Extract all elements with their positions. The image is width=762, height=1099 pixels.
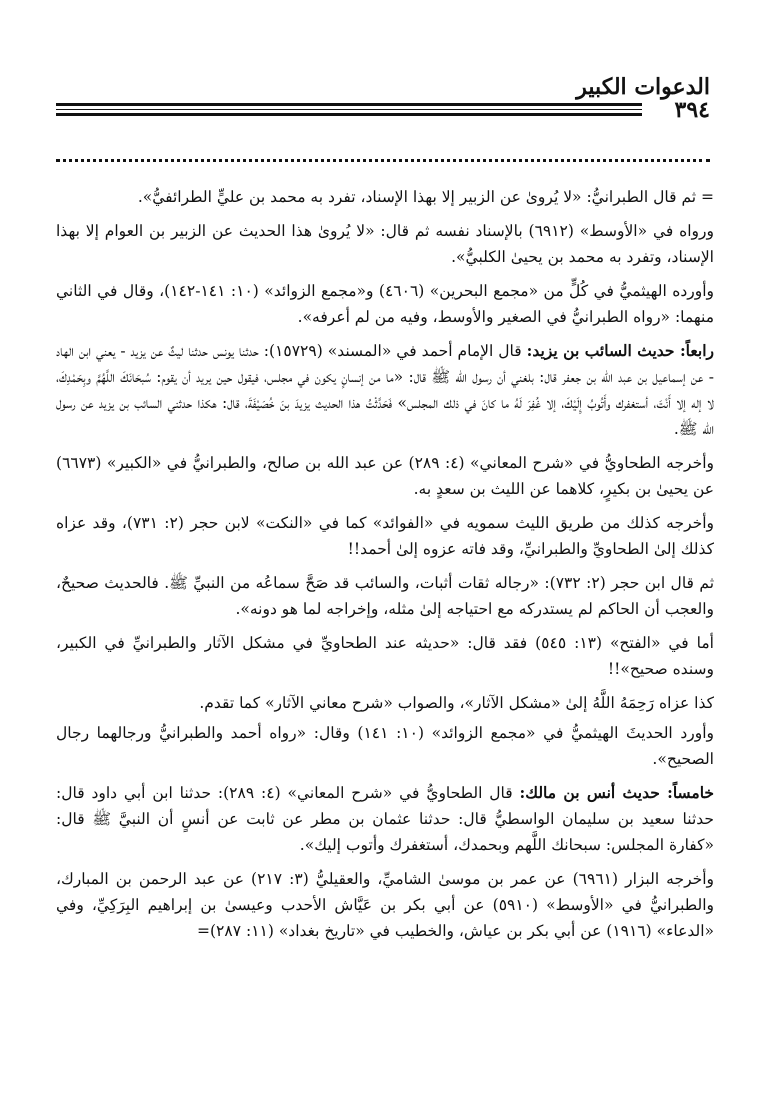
- dotted-separator: [56, 159, 710, 162]
- paragraph-3: [56, 278, 714, 330]
- paragraph-6: [56, 510, 714, 562]
- paragraph-text: ورواه في «الأوسط» (٦٩١٢) بالإسناد نفسه ثم قال: «لا يُروىٰ هذا الحديث عن الزبير بن العوام إلا بهذا الإسناد، وتفرد به محمد بن يحيىٰ الكلبيُّ».: [56, 222, 715, 266]
- paragraph-4: [56, 338, 714, 442]
- header-rule-thin: [56, 109, 642, 110]
- paragraph-text: وأورده الهيثميُّ في كُلٍّ من «مجمع البحرين» (٤٦٠٦) و«مجمع الزوائد» (١٠: ١٤١-١٤٢)، وقال في الثاني منهما: «رواه الطبرانيُّ في الصغير والأوسط، وفيه من لم أعرفه».: [56, 282, 715, 326]
- paragraph-7: [56, 570, 714, 622]
- paragraph-text: وأخرجه البزار (٦٩٦١) عن عمر بن موسىٰ الشاميِّ، والعقيليُّ (٣: ٢١٧) عن عبد الرحمن بن المبارك، والطبرانيُّ في «الأوسط» (٥٩١٠) عن أبي بكر بن عَيَّاش الأحدب وعيسىٰ بن إبراهيم البِرَكِيِّ، وفي «الدعاء» (١٩١٦) عن أبي بكر بن عياش، والخطيب في «تاريخ بغداد» (١١: ٢٨٧)=: [56, 870, 715, 940]
- section-heading: رابعاً: حديث السائب بن يزيد:: [526, 341, 714, 360]
- page-number: ٣٩٤: [674, 97, 710, 123]
- paragraph-text: وأورد الحديثَ الهيثميُّ في «مجمع الزوائد» (١٠: ١٤١) وقال: «رواه أحمد والطبرانيُّ ورجالهما رجال الصحيح».: [56, 724, 714, 768]
- paragraph-text: وأخرجه كذلك من طريق الليث سمويه في «الفوائد» كما في «النكت» لابن حجر (٢: ٧٣١)، وقد عزاه كذلك إلىٰ الطحاويِّ والطبرانيِّ، وقد فاته عزوه إلىٰ أحمد!!: [56, 514, 714, 558]
- paragraph-text: قال الطحاويُّ في «شرح المعاني» (٤: ٢٨٩): حدثنا ابن أبي داود قال: حدثنا سعيد بن سليمان الواسطيُّ قال: حدثنا عثمان بن مطر عن ثابت عن أنسٍ أن النبيَّ ﷺ قال: «كفارة المجلس: سبحانك اللَّهم وبحمدك، أستغفرك وأتوب إليك».: [56, 784, 714, 854]
- header-rule-thick-bottom: [56, 113, 642, 116]
- paragraph-1: [56, 184, 714, 210]
- paragraph-12: [56, 866, 714, 944]
- paragraph-text: أما في «الفتح» (١٣: ٥٤٥) فقد قال: «حديثه عند الطحاويِّ في مشكل الآثار والطبرانيِّ في الكبير، وسنده صحيح»!!: [56, 634, 714, 678]
- paragraph-8: [56, 630, 714, 682]
- paragraph-5: [56, 450, 714, 502]
- section-heading: خامساً: حديث أنس بن مالك:: [519, 783, 714, 802]
- paragraph-text: = ثم قال الطبرانيُّ: «لا يُروىٰ عن الزبير إلا بهذا الإسناد، تفرد به محمد بن عليٍّ الطرائفيُّ».: [137, 188, 714, 206]
- paragraph-text: قال الإمام أحمد في «المسند» (١٥٧٢٩): حدثنا يونس حدثنا ليثٌ عن يزيد - يعني ابن الهاد - عن إسماعيل بن عبد الله بن جعفر قال: بلغني أن رسول الله ﷺ قال: «ما من إنسانٍ يكون في مجلس، فيقول حين يريد أن يقوم: سُبحَانَكَ اللَّهُمَّ وبِحَمْدِكَ، لا إله إلا أَنْتَ، أستغفرك وأَتُوبُ إِلَيْكَ، إلا غُفِرَ لَهُ ما كانَ في ذلك المجلس» فَحَدَّثْتُ هذا الحديث يزيدَ بنَ خُصَيْفَةَ، قال: هكذا حدثني السائب بن يزيد عن رسول الله ﷺ.: [56, 342, 714, 438]
- paragraph-text: كذا عزاه رَحِمَهُ اللَّهُ إلىٰ «مشكل الآثار»، والصواب «شرح معاني الآثار» كما تقدم.: [199, 694, 714, 712]
- paragraph-11: [56, 780, 714, 858]
- body-text: [56, 184, 714, 952]
- paragraph-9: [56, 690, 714, 716]
- header-rule-thick-top: [56, 103, 642, 106]
- paragraph-text: وأخرجه الطحاويُّ في «شرح المعاني» (٤: ٢٨٩) عن عبد الله بن صالح، والطبرانيُّ في «الكبير» (٦٦٧٣) عن يحيىٰ بن بكيرٍ، كلاهما عن الليث بن سعدٍ به.: [56, 454, 714, 498]
- paragraph-10: [56, 720, 714, 772]
- paragraph-text: ثم قال ابن حجر (٢: ٧٣٢): «رجاله ثقات أثبات، والسائب قد صَحَّ سماعُه من النبيِّ ﷺ. فالحديث صحيحٌ، والعجب أن الحاكم لم يستدركه مع احتياجه إلىٰ مثله، وإخراجه لما هو دونه».: [56, 574, 715, 618]
- paragraph-2: [56, 218, 714, 270]
- running-title: الدعوات الكبير: [576, 74, 710, 100]
